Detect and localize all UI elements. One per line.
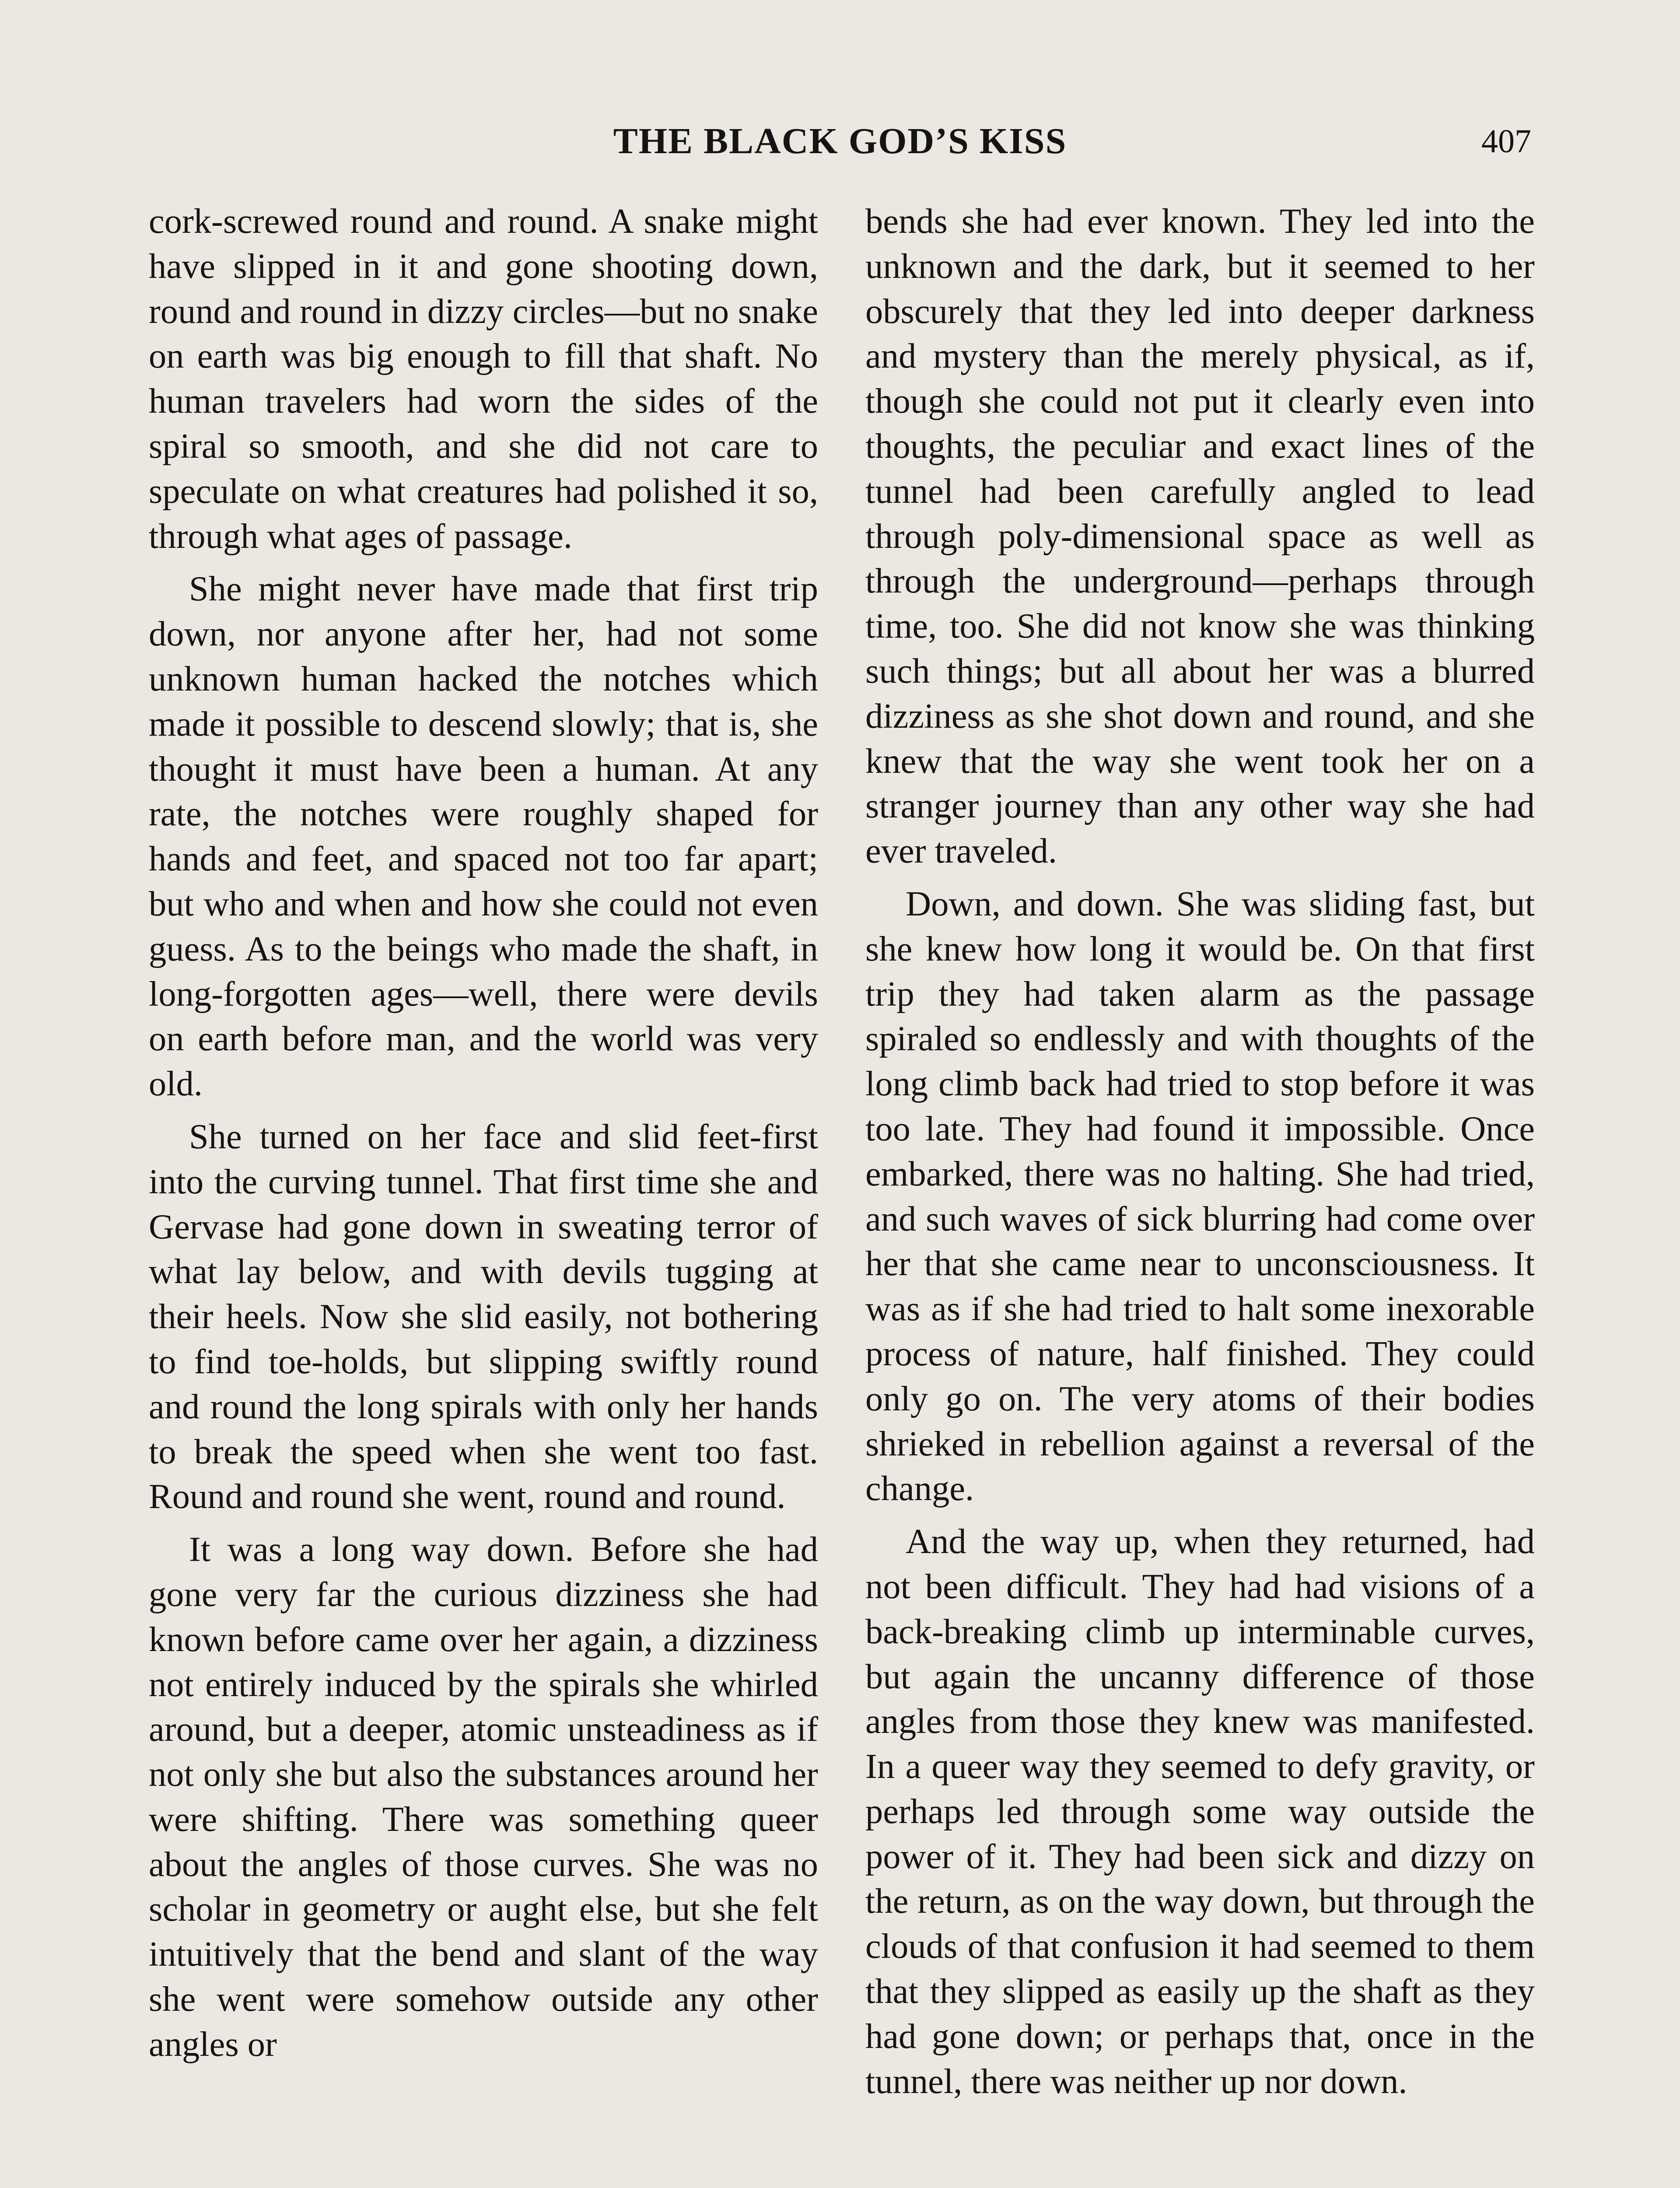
paragraph: She might never have made that first trip down, nor anyone after her, had not some unknown human hacked the notches which made it possible to descend slowly; that is, she thought it must have been a human. At any rate, the notches were roughly shaped for hands and feet, and spaced not too far apart; but who and when and how she could not even guess. As to the beings who made the shaft, in long-forgotten ages—well, there were devils on earth before man, and the world was very old. bbox=[149, 569, 818, 1104]
paragraph: bends she had ever known. They led into the unknown and the dark, but it seemed to her obscurely that they led into deeper darkness and mystery than the merely physical, as if, though she could not put it clearly even into thoughts, the peculiar and exact lines of the tunnel had been carefully angled to lead through poly-dimensional space as well as through the underground—perhaps through time, too. She did not know she was thinking such things; but all about her was a blurred dizziness as she shot down and round, and she knew that the way she went took her on a stranger journey than any other way she had ever traveled. bbox=[865, 202, 1535, 871]
left-column bbox=[149, 199, 818, 2075]
running-title: THE BLACK GOD’S KISS bbox=[613, 121, 1067, 161]
paragraph: She turned on her face and slid feet-first into the curving tunnel. That first time she and Gervase had gone down in sweating terror of what lay below, and with devils tugging at their heels. Now she slid easily, not bothering to find toe-holds, but slipping swiftly round and round the long spirals with only her hands to break the speed when she went too fast. Round and round she went, round and round. bbox=[149, 1117, 818, 1516]
paragraph: It was a long way down. Before she had gone very far the curious dizziness she had known before came over her again, a dizziness not entirely induced by the spirals she whirled around, but a deeper, atomic unsteadiness as if not only she but also the substances around her were shifting. There was something queer about the angles of those curves. She was no scholar in geometry or aught else, but she felt intuitively that the bend and slant of the way she went were somehow outside any other angles or bbox=[149, 1530, 818, 2064]
page-header bbox=[149, 117, 1531, 165]
paragraph: Down, and down. She was sliding fast, but she knew how long it would be. On that first trip they had taken alarm as the passage spiraled so endlessly and with thoughts of the long climb back had tried to stop before it was too late. They had found it impossible. Once embarked, there was no halting. She had tried, and such waves of sick blurring had come over her that she came near to unconsciousness. It was as if she had tried to halt some inexorable process of nature, half finished. They could only go on. The very atoms of their bodies shrieked in rebellion against a reversal of the change. bbox=[865, 884, 1535, 1508]
page-number: 407 bbox=[1481, 123, 1531, 160]
paragraph: And the way up, when they returned, had not been difficult. They had had visions of a back-breaking climb up interminable curves, but again the uncanny difference of those angles from those they knew was manifested. In a queer way they seemed to defy gravity, or perhaps led through some way outside the power of it. They had been sick and dizzy on the return, as on the way down, but through the clouds of that confusion it had seemed to them that they slipped as easily up the shaft as they had gone down; or perhaps that, once in the tunnel, there was neither up nor down. bbox=[865, 1522, 1535, 2101]
paragraph: cork-screwed round and round. A snake might have slipped in it and gone shooting down, round and round in dizzy circles—but no snake on earth was big enough to fill that shaft. No human travelers had worn the sides of the spiral so smooth, and she did not care to speculate on what creatures had polished it so, through what ages of passage. bbox=[149, 202, 818, 556]
right-column bbox=[865, 199, 1535, 2112]
